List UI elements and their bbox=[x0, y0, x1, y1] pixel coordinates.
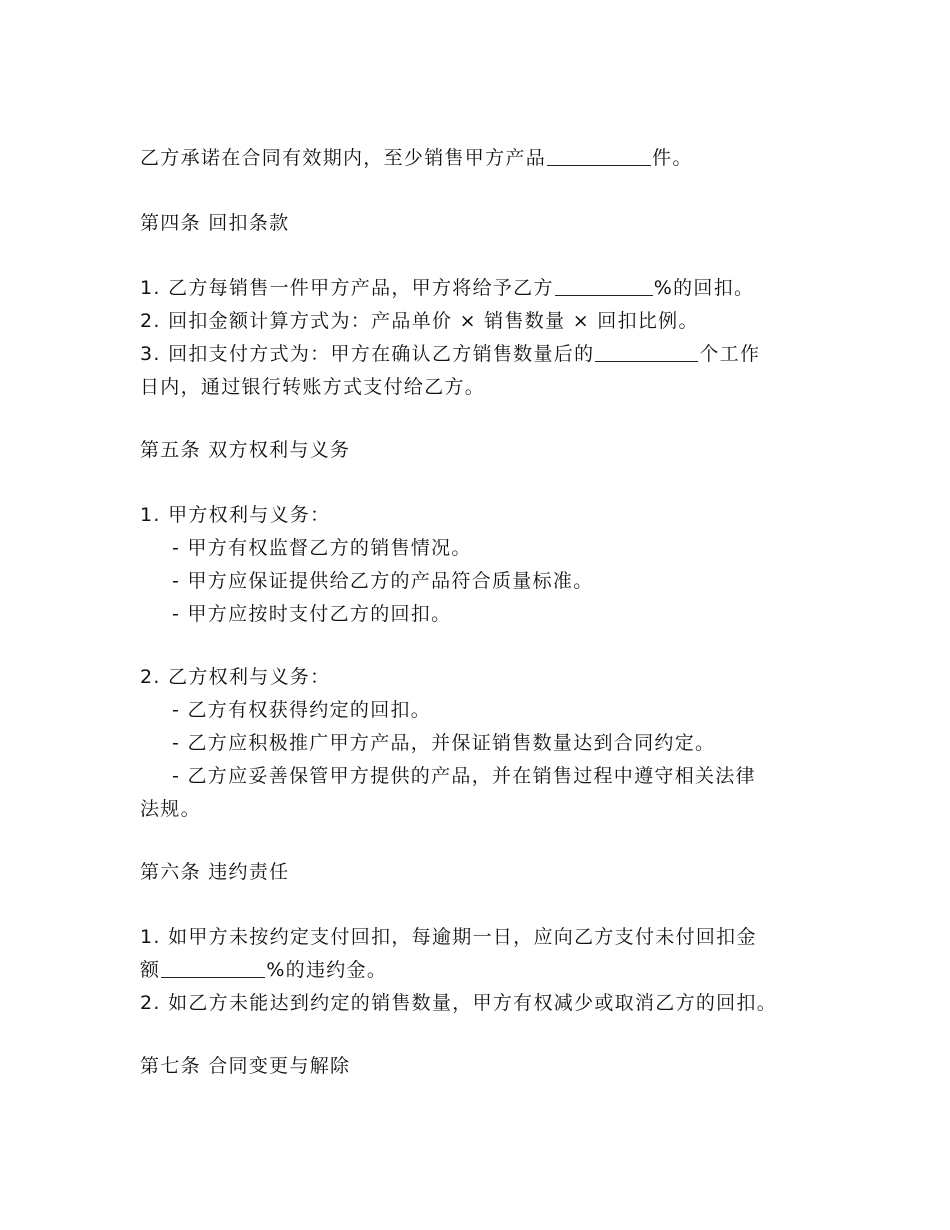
fill-in-blank bbox=[161, 959, 265, 978]
fill-in-blank bbox=[555, 277, 653, 296]
text-segment: 额 bbox=[140, 959, 161, 981]
text-segment: %的回扣。 bbox=[653, 277, 755, 299]
article-5-item-1-sub-2: - 甲方应保证提供给乙方的产品符合质量标准。 bbox=[172, 570, 594, 592]
fill-in-blank bbox=[547, 147, 651, 166]
text-segment: 个工作 bbox=[699, 343, 761, 365]
article-4-heading: 第四条 回扣条款 bbox=[140, 212, 290, 234]
article-5-item-1-sub-3: - 甲方应按时支付乙方的回扣。 bbox=[172, 603, 452, 625]
article-5-item-2-sub-3: - 乙方应妥善保管甲方提供的产品，并在销售过程中遵守相关法律 bbox=[172, 765, 756, 787]
article-6-item-1-continued bbox=[140, 955, 387, 982]
article-5-item-2: 2. 乙方权利与义务： bbox=[140, 666, 331, 688]
article-5-item-2-sub-1: - 乙方有权获得约定的回扣。 bbox=[172, 699, 432, 721]
article-4-item-1 bbox=[140, 273, 754, 300]
article-5-item-2-sub-3-continued: 法规。 bbox=[140, 798, 201, 820]
article-4-item-3-continued: 日内，通过银行转账方式支付给乙方。 bbox=[140, 376, 486, 398]
article-6-heading: 第六条 违约责任 bbox=[140, 861, 290, 883]
article-6-item-2: 2. 如乙方未能达到约定的销售数量，甲方有权减少或取消乙方的回扣。 bbox=[140, 992, 778, 1014]
article-6-item-1: 1. 如甲方未按约定支付回扣，每逾期一日，应向乙方支付未付回扣金 bbox=[140, 926, 757, 948]
article-4-item-2: 2. 回扣金额计算方式为：产品单价 × 销售数量 × 回扣比例。 bbox=[140, 310, 699, 332]
text-segment: 件。 bbox=[652, 147, 693, 169]
article-5-item-2-sub-2: - 乙方应积极推广甲方产品，并保证销售数量达到合同约定。 bbox=[172, 732, 716, 754]
text-segment: 1. 乙方每销售一件甲方产品，甲方将给予乙方 bbox=[140, 277, 554, 299]
text-segment: 3. 回扣支付方式为：甲方在确认乙方销售数量后的 bbox=[140, 343, 595, 365]
text-segment: %的违约金。 bbox=[266, 959, 388, 981]
article-5-item-1-sub-1: - 甲方有权监督乙方的销售情况。 bbox=[172, 537, 472, 559]
text-segment: 乙方承诺在合同有效期内，至少销售甲方产品 bbox=[140, 147, 547, 169]
article-7-heading: 第七条 合同变更与解除 bbox=[140, 1055, 351, 1077]
paragraph-sales-commitment bbox=[140, 143, 693, 170]
article-4-item-3 bbox=[140, 339, 760, 366]
fill-in-blank bbox=[595, 343, 698, 362]
article-5-heading: 第五条 双方权利与义务 bbox=[140, 439, 351, 461]
article-5-item-1: 1. 甲方权利与义务： bbox=[140, 504, 331, 526]
